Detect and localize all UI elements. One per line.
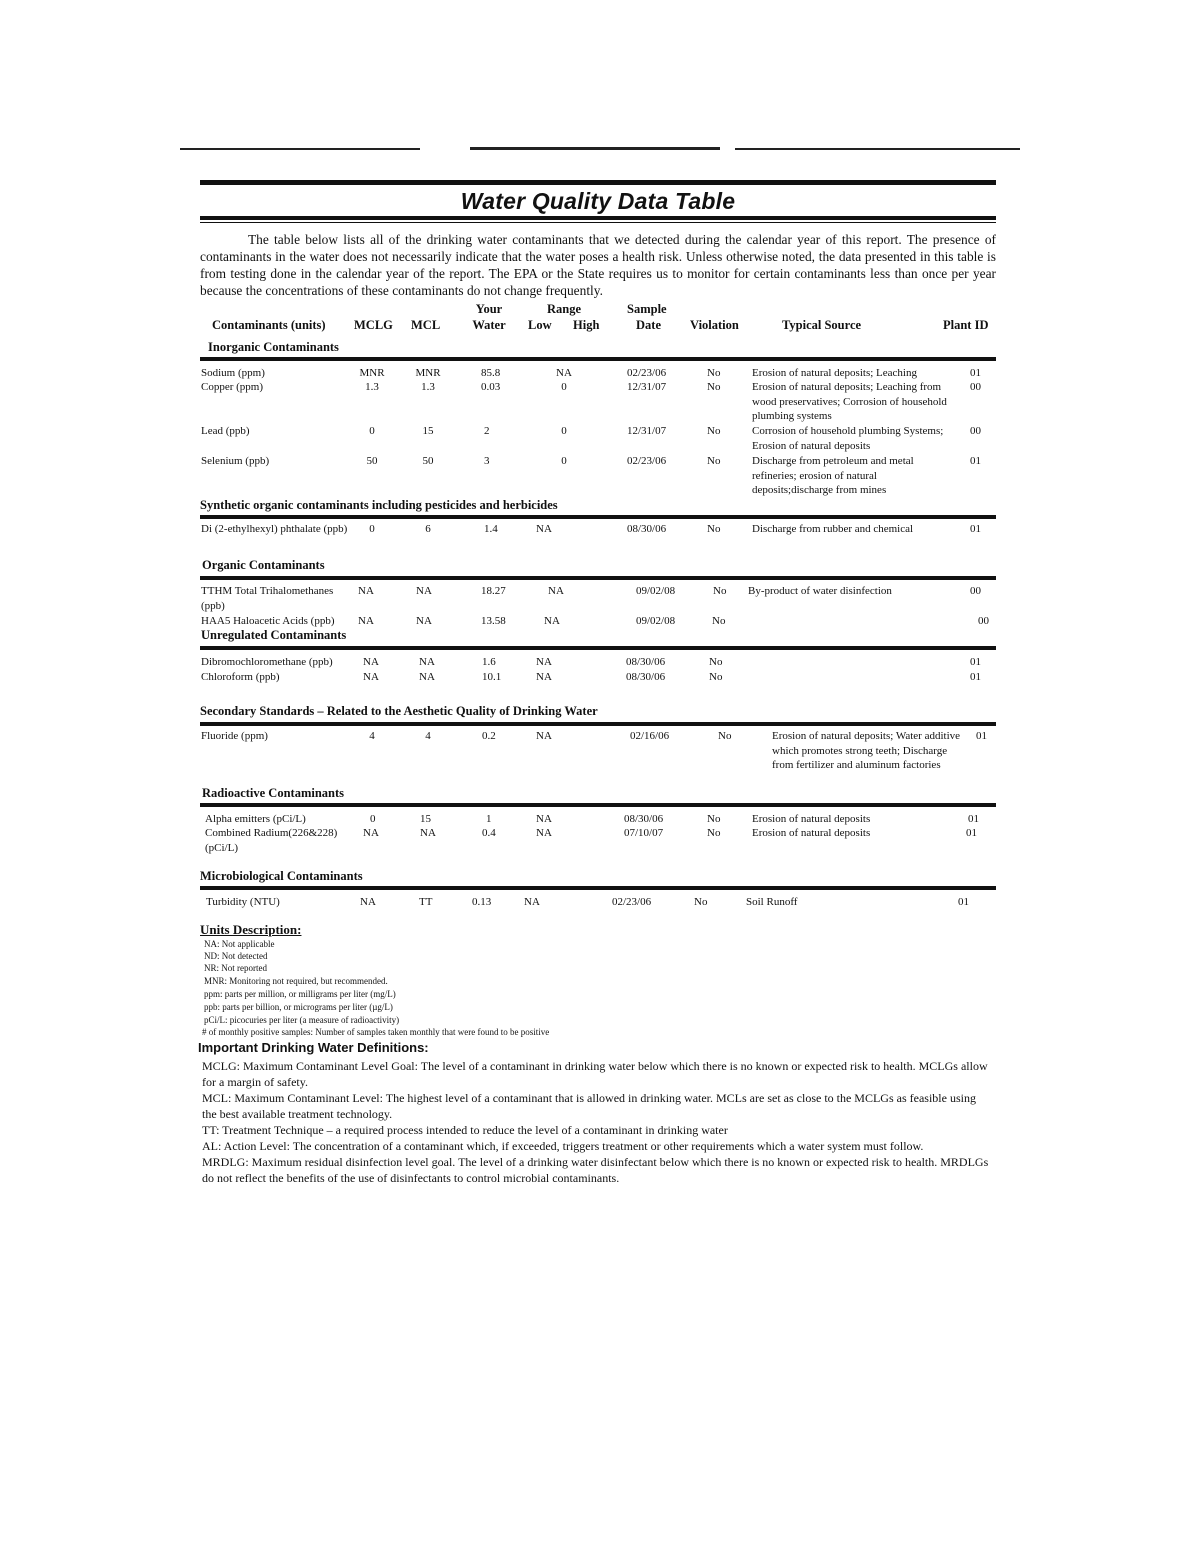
title-top-bar	[200, 180, 996, 185]
definitions-list	[202, 1058, 992, 1186]
cell-water: 13.58	[481, 615, 506, 627]
cell-name: Di (2-ethylhexyl) phthalate (ppb)	[201, 523, 348, 535]
cell-mclg: 0	[370, 813, 376, 825]
top-rule	[180, 148, 420, 150]
unit-line: MNR: Monitoring not required, but recommended.	[204, 976, 388, 986]
section-bar	[200, 803, 996, 807]
cell-water: 1.6	[482, 656, 496, 668]
cell-date: 08/30/06	[626, 671, 666, 683]
cell-mclg: 1.3	[365, 381, 379, 393]
cell-name: Chloroform (ppb)	[201, 671, 280, 683]
cell-water: 2	[484, 425, 490, 437]
title-bottom-bar	[200, 216, 996, 220]
section-secondary: Secondary Standards – Related to the Aesthetic Quality of Drinking Water	[200, 704, 598, 718]
cell-plant: 01	[958, 896, 969, 908]
cell-mcl: TT	[419, 896, 433, 908]
cell-source: Discharge from rubber and chemical	[752, 523, 914, 535]
cell-violation: No	[713, 585, 727, 597]
cell-name: TTHM Total Trihalomethanes (ppb)	[201, 585, 334, 612]
cell-plant: 01	[970, 367, 981, 379]
cell-range: NA	[536, 813, 552, 825]
cell-mcl: NA	[419, 656, 435, 668]
cell-date: 12/31/07	[627, 425, 667, 437]
intro-text: The table below lists all of the drinking water contaminants that we detected during the calendar year of this report. The presence of contaminants in the water does not necessarily indicate that the water poses a health risk. Unless otherwise noted, the data presented in this table is from testing done in the calendar year of the report. The EPA or the State requires us to monitor for certain contaminants less than once per year because the concentrations of these contaminants do not change frequently.	[200, 232, 996, 298]
header-low: Low	[528, 318, 552, 332]
cell-mcl: 15	[422, 425, 434, 437]
cell-violation: No	[707, 523, 721, 535]
cell-plant: 01	[968, 813, 979, 825]
cell-date: 07/10/07	[624, 827, 664, 839]
cell-date: 09/02/08	[636, 615, 676, 627]
cell-range: 0	[561, 381, 567, 393]
section-bar	[200, 515, 996, 519]
cell-range: 0	[561, 425, 567, 437]
cell-plant: 00	[970, 425, 981, 437]
cell-mcl: 6	[425, 523, 431, 535]
title-bottom-hairline	[200, 222, 996, 223]
cell-mcl: MNR	[415, 367, 441, 379]
cell-range: NA	[556, 367, 572, 379]
header-violation: Violation	[690, 318, 739, 332]
section-bar	[200, 357, 996, 361]
section-bar	[200, 722, 996, 726]
unit-line: ppb: parts per billion, or micrograms per liter (µg/L)	[204, 1002, 393, 1012]
cell-water: 10.1	[482, 671, 502, 683]
cell-mcl: 1.3	[421, 381, 435, 393]
section-unregulated: Unregulated Contaminants	[201, 628, 347, 642]
intro-paragraph	[200, 231, 996, 299]
section-bar	[200, 576, 996, 580]
header-water: Water	[472, 318, 506, 332]
cell-water: 0.13	[472, 896, 492, 908]
cell-mclg: 50	[366, 455, 378, 467]
cell-range: NA	[544, 615, 560, 627]
cell-mclg: 0	[369, 523, 375, 535]
top-rule	[735, 148, 1020, 150]
cell-source: Soil Runoff	[746, 896, 798, 908]
cell-plant: 00	[970, 585, 981, 597]
cell-water: 85.8	[481, 367, 501, 379]
cell-range: NA	[524, 896, 540, 908]
cell-violation: No	[707, 381, 721, 393]
cell-source: Erosion of natural deposits; Leaching from wood preservatives; Corrosion of household plumbing systems	[752, 381, 947, 422]
cell-mcl: NA	[416, 615, 432, 627]
unit-line: ND: Not detected	[204, 951, 268, 961]
unit-line: NR: Not reported	[204, 963, 267, 973]
cell-source: Corrosion of household plumbing Systems; Erosion of natural deposits	[752, 425, 944, 452]
cell-violation: No	[707, 425, 721, 437]
top-rule	[470, 147, 720, 150]
cell-name: Selenium (ppb)	[201, 455, 270, 467]
cell-water: 0.4	[482, 827, 496, 839]
cell-date: 08/30/06	[626, 656, 666, 668]
section-synthetic: Synthetic organic contaminants including pesticides and herbicides	[200, 498, 558, 512]
cell-mclg: NA	[358, 585, 374, 597]
cell-mcl: 4	[425, 730, 431, 742]
section-bar	[200, 646, 996, 650]
section-organic: Organic Contaminants	[202, 558, 325, 572]
cell-water: 0.2	[482, 730, 496, 742]
cell-plant: 01	[976, 730, 987, 742]
header-mclg: MCLG	[354, 318, 393, 332]
cell-name: Combined Radium(226&228) (pCi/L)	[205, 827, 338, 854]
cell-source: Erosion of natural deposits	[752, 813, 871, 825]
cell-plant: 01	[970, 671, 981, 683]
cell-source: Erosion of natural deposits; Leaching	[752, 367, 917, 379]
page-title: Water Quality Data Table	[460, 188, 736, 214]
header-source: Typical Source	[782, 318, 862, 332]
cell-violation: No	[707, 367, 721, 379]
cell-mclg: NA	[360, 896, 376, 908]
cell-date: 12/31/07	[627, 381, 667, 393]
cell-date: 08/30/06	[627, 523, 667, 535]
definition-item: MRDLG: Maximum residual disinfection level goal. The level of a drinking water disinfectant below which there is no known or expected risk to health. MRDLGs do not reflect the benefits of the use of disinfectants to control microbial contaminants.	[202, 1155, 989, 1185]
cell-date: 02/23/06	[627, 367, 667, 379]
header-mcl: MCL	[411, 318, 441, 332]
cell-source: Erosion of natural deposits	[752, 827, 871, 839]
section-micro: Microbiological Contaminants	[200, 869, 363, 883]
header-your: Your	[475, 302, 503, 316]
definitions-heading: Important Drinking Water Definitions:	[198, 1040, 429, 1055]
cell-mclg: 0	[369, 425, 375, 437]
header-date: Date	[636, 318, 661, 332]
cell-name: Lead (ppb)	[201, 425, 250, 437]
definition-item: MCLG: Maximum Contaminant Level Goal: The level of a contaminant in drinking water below which there is no known or expected risk to health. MCLGs allow for a margin of safety.	[202, 1059, 988, 1089]
cell-range: NA	[536, 730, 552, 742]
cell-source: Discharge from petroleum and metal refineries; erosion of natural deposits;discharge from mines	[752, 455, 914, 496]
cell-violation: No	[718, 730, 732, 742]
cell-name: Dibromochloromethane (ppb)	[201, 656, 333, 668]
cell-mcl: 50	[422, 455, 434, 467]
cell-mcl: 15	[420, 813, 431, 825]
section-bar	[200, 886, 996, 890]
cell-water: 0.03	[481, 381, 501, 393]
units-heading: Units Description:	[200, 922, 302, 937]
cell-plant: 01	[970, 656, 981, 668]
cell-date: 09/02/08	[636, 585, 676, 597]
definition-item: MCL: Maximum Contaminant Level: The highest level of a contaminant that is allowed in drinking water. MCLs are set as close to the MCLGs as feasible using the best available treatment technology.	[202, 1091, 976, 1121]
cell-violation: No	[709, 671, 723, 683]
header-contaminant: Contaminants (units)	[212, 318, 326, 332]
cell-water: 1.4	[484, 523, 498, 535]
cell-name: Alpha emitters (pCi/L)	[205, 813, 306, 825]
cell-mclg: 4	[369, 730, 375, 742]
header-plant: Plant ID	[943, 318, 989, 332]
cell-range: NA	[548, 585, 564, 597]
cell-violation: No	[707, 813, 721, 825]
section-radioactive: Radioactive Contaminants	[202, 786, 345, 800]
cell-name: Copper (ppm)	[201, 381, 264, 393]
header-range: Range	[547, 302, 582, 316]
cell-plant: 00	[978, 615, 989, 627]
cell-mclg: NA	[363, 827, 379, 839]
cell-mclg: NA	[363, 671, 379, 683]
unit-line: pCi/L: picocuries per liter (a measure of radioactivity)	[204, 1015, 400, 1025]
cell-violation: No	[709, 656, 723, 668]
cell-source: By-product of water disinfection	[748, 585, 892, 597]
cell-violation: No	[694, 896, 708, 908]
cell-range: NA	[536, 656, 552, 668]
cell-name: Fluoride (ppm)	[201, 730, 268, 742]
cell-water: 3	[484, 455, 490, 467]
header-sample: Sample	[627, 302, 667, 316]
cell-water: 1	[486, 813, 492, 825]
cell-name: Turbidity (NTU)	[206, 896, 280, 908]
cell-name: Sodium (ppm)	[201, 367, 265, 379]
cell-source: Erosion of natural deposits; Water additive which promotes strong teeth; Discharge from fertilizer and aluminum factories	[772, 730, 961, 771]
cell-date: 02/23/06	[612, 896, 652, 908]
cell-violation: No	[707, 455, 721, 467]
definition-item: TT: Treatment Technique – a required process intended to reduce the level of a contaminant in drinking water	[202, 1123, 728, 1137]
cell-range: NA	[536, 523, 552, 535]
cell-violation: No	[707, 827, 721, 839]
cell-mclg: NA	[363, 656, 379, 668]
section-inorganic: Inorganic Contaminants	[208, 340, 339, 354]
cell-name: HAA5 Haloacetic Acids (ppb)	[201, 615, 335, 627]
cell-mcl: NA	[419, 671, 435, 683]
cell-mclg: MNR	[359, 367, 385, 379]
cell-date: 02/16/06	[630, 730, 670, 742]
cell-date: 02/23/06	[627, 455, 667, 467]
cell-range: 0	[561, 455, 567, 467]
unit-line: ppm: parts per million, or milligrams per liter (mg/L)	[204, 989, 396, 999]
cell-plant: 01	[966, 827, 977, 839]
unit-line: NA: Not applicable	[204, 939, 275, 949]
header-high: High	[573, 318, 600, 332]
definition-item: AL: Action Level: The concentration of a contaminant which, if exceeded, triggers treatment or other requirements which a water system must follow.	[202, 1139, 924, 1153]
cell-water: 18.27	[481, 585, 506, 597]
cell-violation: No	[712, 615, 726, 627]
unit-line: # of monthly positive samples: Number of samples taken monthly that were found to be positive	[202, 1027, 550, 1037]
cell-plant: 00	[970, 381, 981, 393]
cell-plant: 01	[970, 523, 981, 535]
cell-range: NA	[536, 827, 552, 839]
cell-plant: 01	[970, 455, 981, 467]
cell-date: 08/30/06	[624, 813, 664, 825]
cell-range: NA	[536, 671, 552, 683]
cell-mclg: NA	[358, 615, 374, 627]
cell-mcl: NA	[420, 827, 436, 839]
cell-mcl: NA	[416, 585, 432, 597]
